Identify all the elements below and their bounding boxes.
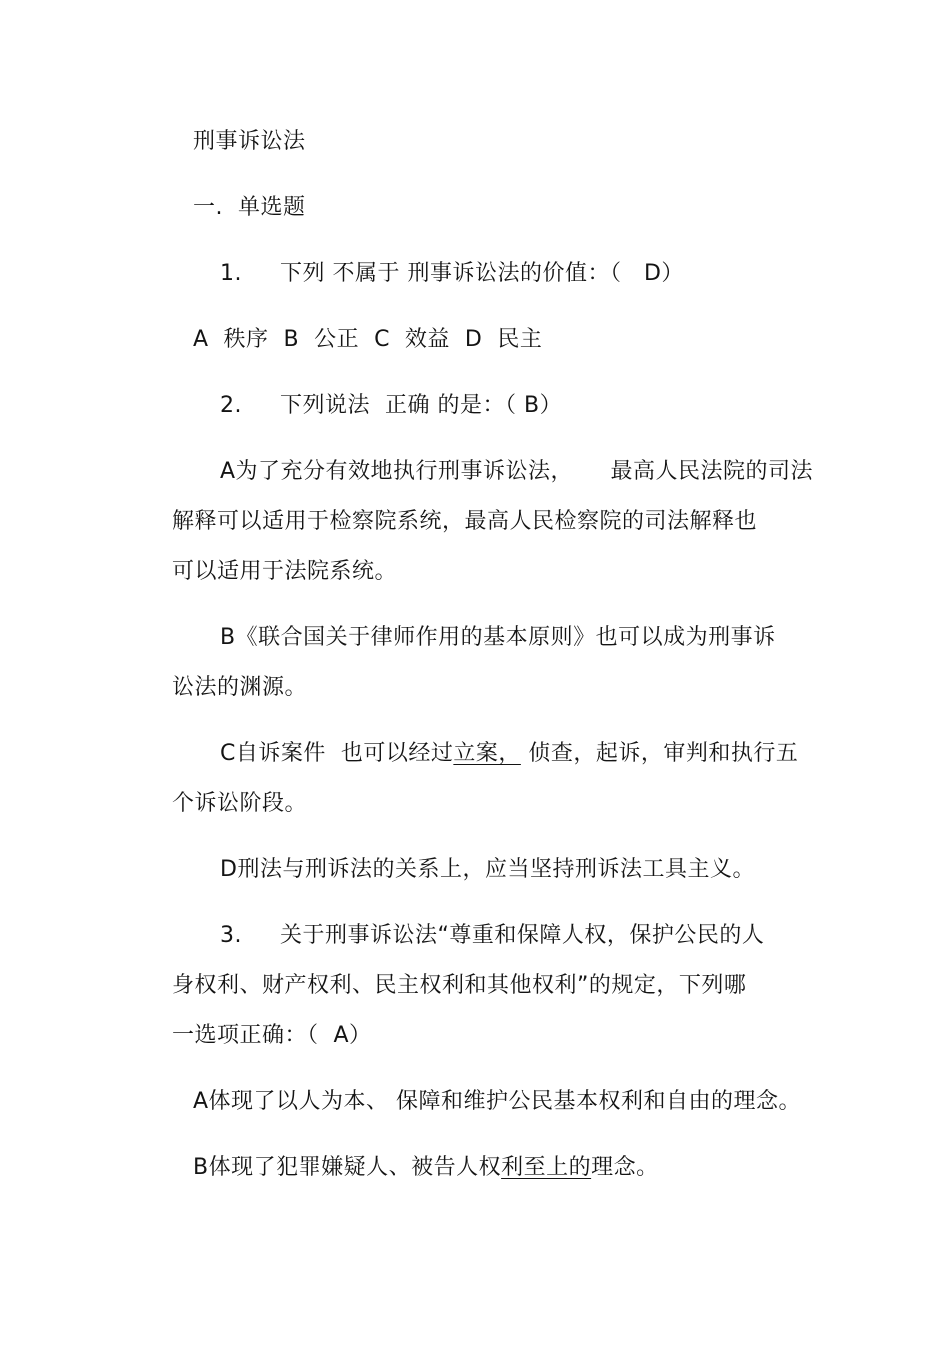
question-3-option-a: A体现了以人为本、 保障和维护公民基本权利和自由的理念。 bbox=[193, 1089, 802, 1114]
option-b-underlined-text: 利至上的 bbox=[501, 1155, 592, 1180]
option-c-text-start: C自诉案件 也可以经过 bbox=[220, 741, 454, 766]
option-c-underlined-text: 立案， bbox=[453, 741, 521, 766]
section-heading: 一. 单选题 bbox=[193, 195, 306, 220]
question-1-options: A 秩序 B 公正 C 效益 D 民主 bbox=[193, 327, 543, 352]
document-title: 刑事诉讼法 bbox=[193, 129, 306, 154]
question-2-stem: 下列说法 正确 的是：（ B） bbox=[280, 393, 563, 418]
question-1-number: 1. bbox=[220, 261, 242, 286]
question-2-option-c-line-2: 个诉讼阶段。 bbox=[172, 791, 308, 816]
option-b-text-start: B体现了犯罪嫌疑人、被告人权 bbox=[193, 1155, 502, 1180]
question-2-option-b-line-2: 讼法的渊源。 bbox=[172, 675, 308, 700]
question-2-option-a-line-1: A为了充分有效地执行刑事诉讼法， 最高人民法院的司法 bbox=[220, 459, 814, 484]
question-2-option-a-line-3: 可以适用于法院系统。 bbox=[172, 559, 398, 584]
question-2-option-d-line-1: D刑法与刑诉法的关系上，应当坚持刑诉法工具主义。 bbox=[220, 857, 755, 882]
question-1-stem: 下列 不属于 刑事诉讼法的价值：（ D） bbox=[280, 261, 684, 286]
question-2-option-c-line-1 bbox=[220, 740, 798, 768]
question-2-option-a-line-2: 解释可以适用于检察院系统，最高人民检察院的司法解释也 bbox=[172, 509, 758, 534]
question-3-option-b bbox=[193, 1154, 659, 1182]
question-3-stem-line-2: 身权利、财产权利、民主权利和其他权利”的规定，下列哪 bbox=[172, 973, 747, 998]
question-3-stem-line-1: 关于刑事诉讼法“尊重和保障人权，保护公民的人 bbox=[280, 923, 765, 948]
question-3-number: 3. bbox=[220, 923, 242, 948]
question-2-option-b-line-1: B《联合国关于律师作用的基本原则》也可以成为刑事诉 bbox=[220, 625, 776, 650]
question-2-number: 2. bbox=[220, 393, 242, 418]
option-b-text-end: 理念。 bbox=[591, 1155, 659, 1180]
question-3-stem-line-3: 一选项正确：（ A） bbox=[172, 1023, 372, 1048]
option-c-text-end: 侦查，起诉，审判和执行五 bbox=[520, 741, 799, 766]
